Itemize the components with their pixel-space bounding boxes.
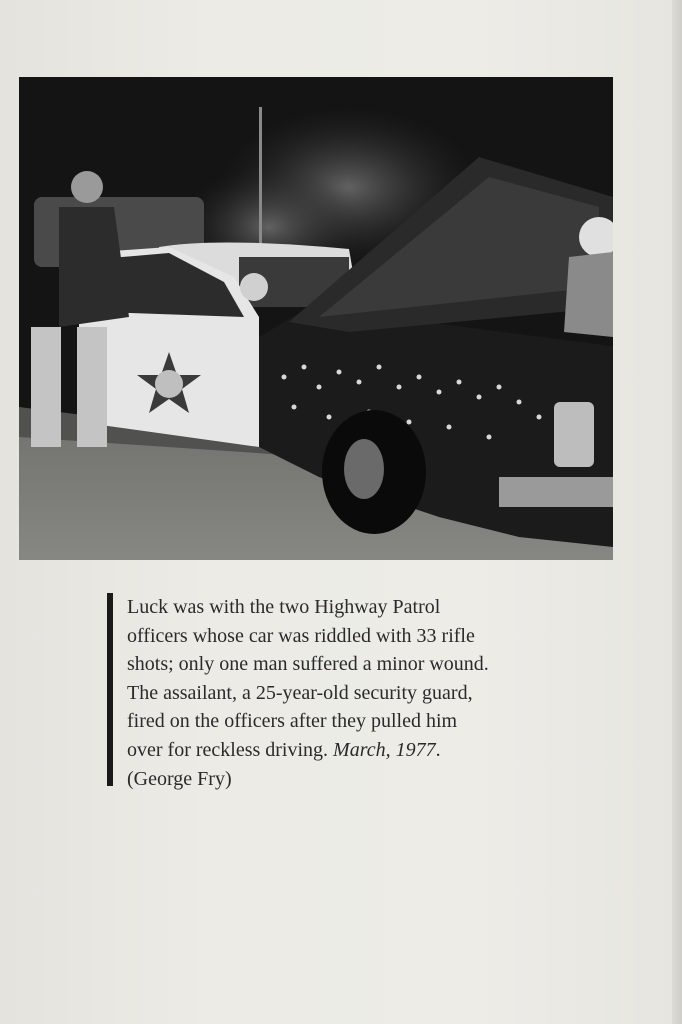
caption-line: officers whose car was riddled with 33 rifle [127, 624, 475, 647]
page-edge [672, 0, 682, 1024]
photo-credit: (George Fry) [127, 767, 232, 790]
caption-date: March, 1977 [333, 738, 436, 761]
caption-line-text: over for reckless driving. [127, 738, 329, 761]
caption-line: Luck was with the two Highway Patrol [127, 596, 441, 618]
caption-line: fired on the officers after they pulled him [127, 710, 458, 733]
caption-line: The assailant, a 25-year-old security guard, [127, 681, 473, 704]
photograph [19, 77, 613, 560]
caption-rule [107, 593, 113, 786]
caption-line [127, 736, 587, 765]
caption-period: . [435, 738, 441, 761]
caption-line: shots; only one man suffered a minor wound. [127, 653, 489, 676]
caption-text [127, 593, 587, 793]
